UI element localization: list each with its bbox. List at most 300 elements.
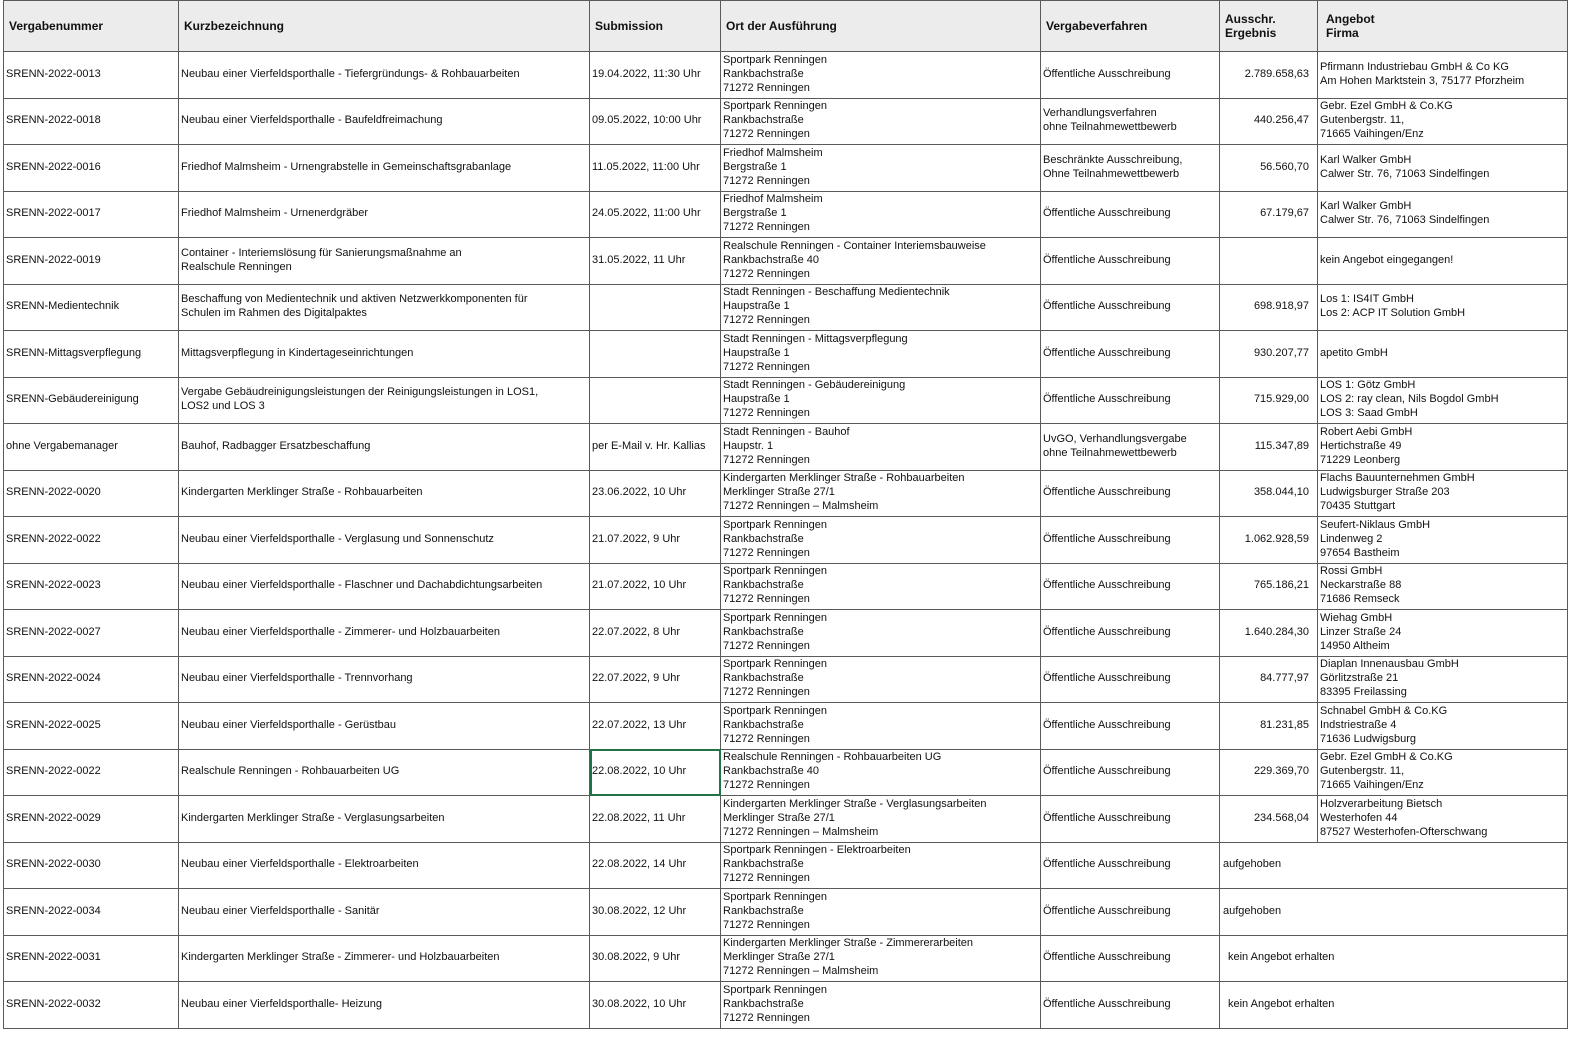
- cell-value: 67.179,67: [1260, 207, 1309, 220]
- cell-line: Neubau einer Vierfeldsporthalle - Verglasung und Sonnenschutz: [181, 532, 494, 545]
- cell-verf[interactable]: [1041, 563, 1220, 610]
- cell-kurz[interactable]: [179, 563, 590, 610]
- cell-line: Kindergarten Merklinger Straße - Zimmererarbeiten: [723, 937, 974, 950]
- cell-verf[interactable]: [1041, 470, 1220, 517]
- cell-kurz[interactable]: [179, 889, 590, 936]
- table-row: [4, 191, 1568, 238]
- cell-nr[interactable]: [4, 145, 179, 192]
- cell-value: 715.929,00: [1253, 393, 1309, 406]
- cell-line: Kindergarten Merklinger Straße - Verglasungsarbeiten: [723, 797, 987, 810]
- cell-line: Neubau einer Vierfeldsporthalle- Heizung: [181, 997, 382, 1010]
- cell-line: Rankbachstraße: [723, 997, 804, 1010]
- cell-erg[interactable]: [1220, 145, 1318, 192]
- cell-line: Sportpark Renningen - Elektroarbeiten: [723, 844, 911, 857]
- cell-line: Öffentliche Ausschreibung: [1043, 532, 1171, 545]
- cell-line: Beschränkte Ausschreibung,: [1043, 153, 1183, 166]
- cell-erg[interactable]: [1220, 331, 1318, 378]
- cell-sub[interactable]: [590, 470, 721, 517]
- cell-sub[interactable]: [590, 982, 721, 1029]
- cell-erg[interactable]: [1220, 424, 1318, 471]
- cell-firma[interactable]: [1318, 656, 1568, 703]
- cell-sub[interactable]: [590, 238, 721, 285]
- cell-verf[interactable]: [1041, 331, 1220, 378]
- cell-ort[interactable]: [721, 52, 1041, 99]
- cell-line: Gebr. Ezel GmbH & Co.KG: [1320, 751, 1453, 764]
- table-row: [4, 563, 1568, 610]
- cell-kurz[interactable]: [179, 284, 590, 331]
- cell-kurz[interactable]: [179, 749, 590, 796]
- cell-line: Öffentliche Ausschreibung: [1043, 951, 1171, 964]
- cell-line: 87527 Westerhofen-Ofterschwang: [1320, 825, 1488, 838]
- header-label: Vergabenummer: [9, 19, 104, 33]
- cell-nr[interactable]: [4, 796, 179, 843]
- cell-sub[interactable]: [590, 842, 721, 889]
- cell-line: Neubau einer Vierfeldsporthalle - Sanitär: [181, 904, 380, 917]
- cell-sub[interactable]: [590, 284, 721, 331]
- cell-line: 71229 Leonberg: [1320, 453, 1401, 466]
- cell-value: SRENN-2022-0020: [6, 486, 101, 499]
- cell-erg[interactable]: [1220, 982, 1568, 1029]
- cell-line: 71272 Renningen: [723, 546, 810, 559]
- cell-firma[interactable]: [1318, 238, 1568, 285]
- cell-erg[interactable]: [1220, 935, 1568, 982]
- header-label: Firma: [1326, 26, 1359, 40]
- cell-verf[interactable]: [1041, 377, 1220, 424]
- cell-line: Friedhof Malmsheim: [723, 193, 823, 206]
- cell-erg[interactable]: [1220, 98, 1318, 145]
- cell-line: Mittagsverpflegung in Kindertageseinrichtungen: [181, 346, 414, 359]
- cell-line: 71272 Renningen: [723, 918, 810, 931]
- cell-sub[interactable]: [590, 563, 721, 610]
- cell-value: SRENN-2022-0016: [6, 160, 101, 173]
- cell-ort[interactable]: [721, 470, 1041, 517]
- cell-value: SRENN-Mittagsverpflegung: [6, 346, 142, 359]
- cell-kurz[interactable]: [179, 656, 590, 703]
- cell-sub[interactable]: [590, 424, 721, 471]
- cell-ort[interactable]: [721, 238, 1041, 285]
- cell-line: Los 2: ACP IT Solution GmbH: [1320, 307, 1466, 320]
- table-row: [4, 145, 1568, 192]
- cell-nr[interactable]: [4, 284, 179, 331]
- cell-value: 234.568,04: [1253, 811, 1309, 824]
- cell-kurz[interactable]: [179, 703, 590, 750]
- cell-line: 71272 Renningen: [723, 686, 810, 699]
- cell-kurz[interactable]: [179, 331, 590, 378]
- table-row: [4, 982, 1568, 1029]
- cell-firma[interactable]: [1318, 191, 1568, 238]
- cell-line: Öffentliche Ausschreibung: [1043, 67, 1171, 80]
- cell-verf[interactable]: [1041, 145, 1220, 192]
- cell-line: Sportpark Renningen: [723, 518, 827, 531]
- cell-verf[interactable]: [1041, 703, 1220, 750]
- cell-nr[interactable]: [4, 98, 179, 145]
- cell-line: Linzer Straße 24: [1320, 625, 1402, 638]
- cell-line: Am Hohen Marktstein 3, 75177 Pforzheim: [1320, 74, 1525, 87]
- cell-value: 930.207,77: [1253, 346, 1309, 359]
- cell-line: 71272 Renningen: [723, 779, 810, 792]
- cell-line: 71272 Renningen – Malmsheim: [723, 965, 879, 978]
- cell-erg[interactable]: [1220, 610, 1318, 657]
- cell-firma[interactable]: [1318, 98, 1568, 145]
- cell-nr[interactable]: [4, 377, 179, 424]
- cell-value: 31.05.2022, 11 Uhr: [592, 253, 686, 266]
- cell-ort[interactable]: [721, 563, 1041, 610]
- cell-nr[interactable]: [4, 517, 179, 564]
- column-header-submission[interactable]: [590, 1, 721, 52]
- cell-ort[interactable]: [721, 749, 1041, 796]
- cell-nr[interactable]: [4, 935, 179, 982]
- cell-kurz[interactable]: [179, 517, 590, 564]
- cell-value: ohne Vergabemanager: [6, 439, 118, 452]
- cell-nr[interactable]: [4, 563, 179, 610]
- cell-ort[interactable]: [721, 982, 1041, 1029]
- cell-nr[interactable]: [4, 470, 179, 517]
- cell-firma[interactable]: [1318, 470, 1568, 517]
- cell-value: SRENN-2022-0022: [6, 765, 101, 778]
- cell-ort[interactable]: [721, 842, 1041, 889]
- table-row: [4, 935, 1568, 982]
- cell-sub[interactable]: [590, 656, 721, 703]
- cell-value: 358.044,10: [1253, 486, 1309, 499]
- cell-kurz[interactable]: [179, 610, 590, 657]
- cell-sub[interactable]: [590, 796, 721, 843]
- cell-line: Öffentliche Ausschreibung: [1043, 207, 1171, 220]
- cell-erg[interactable]: [1220, 377, 1318, 424]
- cell-sub[interactable]: [590, 52, 721, 99]
- cell-line: Kindergarten Merklinger Straße - Rohbauarbeiten: [181, 486, 423, 499]
- cell-line: 71272 Renningen: [723, 453, 810, 466]
- cell-verf[interactable]: [1041, 424, 1220, 471]
- cell-line: Neubau einer Vierfeldsporthalle - Baufeldfreimachung: [181, 114, 443, 127]
- cell-erg[interactable]: [1220, 470, 1318, 517]
- cell-verf[interactable]: [1041, 517, 1220, 564]
- cell-value: 229.369,70: [1253, 765, 1309, 778]
- column-header-ergebnis[interactable]: [1220, 1, 1318, 52]
- cell-erg[interactable]: [1220, 796, 1318, 843]
- cell-line: Rankbachstraße: [723, 904, 804, 917]
- cell-ort[interactable]: [721, 145, 1041, 192]
- cell-line: Rossi GmbH: [1320, 565, 1383, 578]
- cell-line: Öffentliche Ausschreibung: [1043, 253, 1171, 266]
- cell-line: 71272 Renningen: [723, 639, 810, 652]
- cell-value: 22.07.2022, 9 Uhr: [592, 672, 681, 685]
- table-body: [4, 52, 1568, 1029]
- cell-line: Haupstr. 1: [723, 439, 774, 452]
- cell-line: 71636 Ludwigsburg: [1320, 732, 1417, 745]
- cell-sub[interactable]: [590, 377, 721, 424]
- cell-kurz[interactable]: [179, 470, 590, 517]
- cell-line: Öffentliche Ausschreibung: [1043, 393, 1171, 406]
- cell-line: Bauhof, Radbagger Ersatzbeschaffung: [181, 439, 371, 452]
- cell-firma[interactable]: [1318, 563, 1568, 610]
- cell-sub[interactable]: [590, 98, 721, 145]
- cell-verf[interactable]: [1041, 889, 1220, 936]
- cell-line: Öffentliche Ausschreibung: [1043, 811, 1171, 824]
- cell-ort[interactable]: [721, 331, 1041, 378]
- table-row: [4, 517, 1568, 564]
- cell-value: 440.256,47: [1253, 114, 1309, 127]
- cell-sub[interactable]: [590, 889, 721, 936]
- cell-nr[interactable]: [4, 238, 179, 285]
- table-row: [4, 331, 1568, 378]
- cell-value: 21.07.2022, 10 Uhr: [592, 579, 687, 592]
- cell-kurz[interactable]: [179, 52, 590, 99]
- cell-nr[interactable]: [4, 842, 179, 889]
- cell-ort[interactable]: [721, 935, 1041, 982]
- cell-ort[interactable]: [721, 889, 1041, 936]
- cell-line: Neubau einer Vierfeldsporthalle - Trennvorhang: [181, 672, 413, 685]
- cell-nr[interactable]: [4, 749, 179, 796]
- cell-erg[interactable]: [1220, 517, 1318, 564]
- column-header-kurzbezeichnung[interactable]: [179, 1, 590, 52]
- cell-value: 22.07.2022, 13 Uhr: [592, 718, 687, 731]
- cell-nr[interactable]: [4, 331, 179, 378]
- cell-nr[interactable]: [4, 703, 179, 750]
- table-row: [4, 470, 1568, 517]
- cell-firma[interactable]: [1318, 331, 1568, 378]
- cell-line: Rankbachstraße: [723, 579, 804, 592]
- cell-line: Friedhof Malmsheim: [723, 146, 823, 159]
- cell-line: Hertichstraße 49: [1320, 439, 1402, 452]
- cell-line: Rankbachstraße 40: [723, 253, 819, 266]
- cell-erg[interactable]: [1220, 842, 1568, 889]
- column-header-ort[interactable]: [721, 1, 1041, 52]
- cell-line: Karl Walker GmbH: [1320, 200, 1412, 213]
- cell-line: Vergabe Gebäudreinigungsleistungen der Reinigungsleistungen in LOS1,: [181, 386, 539, 399]
- cell-line: Ludwigsburger Straße 203: [1320, 486, 1450, 499]
- cell-ort[interactable]: [721, 377, 1041, 424]
- cell-erg[interactable]: [1220, 749, 1318, 796]
- cell-verf[interactable]: [1041, 656, 1220, 703]
- cell-verf[interactable]: [1041, 284, 1220, 331]
- cell-firma[interactable]: [1318, 610, 1568, 657]
- cell-line: Container - Interiemslösung für Sanierungsmaßnahme an: [181, 246, 462, 259]
- header-label: Ort der Ausführung: [726, 19, 837, 33]
- cell-line: Rankbachstraße: [723, 625, 804, 638]
- cell-kurz[interactable]: [179, 145, 590, 192]
- cell-line: Westerhofen 44: [1320, 811, 1398, 824]
- column-header-firma[interactable]: [1318, 1, 1568, 52]
- cell-line: Neubau einer Vierfeldsporthalle - Flaschner und Dachabdichtungsarbeiten: [181, 579, 543, 592]
- cell-value: 1.640.284,30: [1244, 625, 1309, 638]
- cell-value: 23.06.2022, 10 Uhr: [592, 486, 687, 499]
- cell-line: Sportpark Renningen: [723, 983, 827, 996]
- cell-sub[interactable]: [590, 935, 721, 982]
- cell-line: Wiehag GmbH: [1320, 611, 1393, 624]
- cell-line: Öffentliche Ausschreibung: [1043, 486, 1171, 499]
- cell-sub[interactable]: [590, 610, 721, 657]
- cell-nr[interactable]: [4, 424, 179, 471]
- cell-line: Los 1: IS4IT GmbH: [1320, 293, 1414, 306]
- cell-ort[interactable]: [721, 191, 1041, 238]
- cell-kurz[interactable]: [179, 982, 590, 1029]
- cell-nr[interactable]: [4, 610, 179, 657]
- cell-firma[interactable]: [1318, 52, 1568, 99]
- table-header: [4, 1, 1568, 52]
- cell-line: Realschule Renningen - Rohbauarbeiten UG: [723, 751, 942, 764]
- cell-line: 71272 Renningen: [723, 593, 810, 606]
- cell-line: ohne Teilnahmewettbewerb: [1043, 446, 1177, 459]
- cell-erg[interactable]: [1220, 703, 1318, 750]
- cell-sub[interactable]: [590, 191, 721, 238]
- cell-sub[interactable]: [590, 517, 721, 564]
- cell-nr[interactable]: [4, 656, 179, 703]
- header-label: Submission: [595, 19, 664, 33]
- cell-line: 71272 Renningen: [723, 407, 810, 420]
- cell-ort[interactable]: [721, 424, 1041, 471]
- cell-firma[interactable]: [1318, 377, 1568, 424]
- cell-value: 21.07.2022, 9 Uhr: [592, 532, 681, 545]
- cell-nr[interactable]: [4, 982, 179, 1029]
- cell-kurz[interactable]: [179, 842, 590, 889]
- cell-firma[interactable]: [1318, 749, 1568, 796]
- cell-line: 71272 Renningen – Malmsheim: [723, 500, 879, 513]
- cell-line: 71272 Renningen: [723, 732, 810, 745]
- cell-line: Rankbachstraße: [723, 858, 804, 871]
- cell-firma[interactable]: [1318, 424, 1568, 471]
- cell-verf[interactable]: [1041, 842, 1220, 889]
- cell-verf[interactable]: [1041, 610, 1220, 657]
- cell-erg[interactable]: [1220, 284, 1318, 331]
- cell-line: Rankbachstraße: [723, 672, 804, 685]
- cell-line: Kindergarten Merklinger Straße - Zimmerer- und Holzbauarbeiten: [181, 951, 500, 964]
- cell-value: 84.777,97: [1260, 672, 1309, 685]
- cell-verf[interactable]: [1041, 238, 1220, 285]
- cell-value: 2.789.658,63: [1244, 67, 1309, 80]
- cell-kurz[interactable]: [179, 191, 590, 238]
- cell-kurz[interactable]: [179, 424, 590, 471]
- cell-value: aufgehoben: [1223, 858, 1282, 871]
- cell-verf[interactable]: [1041, 796, 1220, 843]
- cell-line: Holzverarbeitung Bietsch: [1320, 797, 1443, 810]
- cell-line: Calwer Str. 76, 71063 Sindelfingen: [1320, 214, 1490, 227]
- cell-line: Merklinger Straße 27/1: [723, 811, 835, 824]
- header-label: Ergebnis: [1225, 26, 1277, 40]
- cell-value: 30.08.2022, 10 Uhr: [592, 997, 687, 1010]
- cell-value: 765.186,21: [1253, 579, 1309, 592]
- cell-line: Stadt Renningen - Bauhof: [723, 425, 850, 438]
- cell-line: Bergstraße 1: [723, 160, 787, 173]
- cell-verf[interactable]: [1041, 191, 1220, 238]
- cell-erg[interactable]: [1220, 656, 1318, 703]
- cell-kurz[interactable]: [179, 98, 590, 145]
- cell-line: Görlitzstraße 21: [1320, 672, 1399, 685]
- cell-value: per E-Mail v. Hr. Kallias: [592, 439, 706, 452]
- cell-nr[interactable]: [4, 191, 179, 238]
- cell-erg[interactable]: [1220, 238, 1318, 285]
- cell-line: Calwer Str. 76, 71063 Sindelfingen: [1320, 167, 1490, 180]
- cell-ort[interactable]: [721, 656, 1041, 703]
- cell-verf[interactable]: [1041, 749, 1220, 796]
- cell-line: Merklinger Straße 27/1: [723, 951, 835, 964]
- cell-kurz[interactable]: [179, 377, 590, 424]
- cell-erg[interactable]: [1220, 52, 1318, 99]
- cell-erg[interactable]: [1220, 889, 1568, 936]
- cell-value: SRENN-2022-0029: [6, 811, 101, 824]
- cell-firma[interactable]: [1318, 145, 1568, 192]
- cell-ort[interactable]: [721, 796, 1041, 843]
- cell-sub[interactable]: [590, 749, 721, 796]
- cell-ort[interactable]: [721, 517, 1041, 564]
- cell-kurz[interactable]: [179, 796, 590, 843]
- cell-line: Stadt Renningen - Mittagsverpflegung: [723, 332, 908, 345]
- cell-ort[interactable]: [721, 98, 1041, 145]
- cell-line: Öffentliche Ausschreibung: [1043, 579, 1171, 592]
- cell-sub[interactable]: [590, 703, 721, 750]
- cell-ort[interactable]: [721, 703, 1041, 750]
- cell-line: Bergstraße 1: [723, 207, 787, 220]
- cell-line: Karl Walker GmbH: [1320, 153, 1412, 166]
- cell-firma[interactable]: [1318, 284, 1568, 331]
- cell-line: Friedhof Malmsheim - Urnenerdgräber: [181, 207, 369, 220]
- cell-line: Friedhof Malmsheim - Urnengrabstelle in Gemeinschaftsgrabanlage: [181, 160, 512, 173]
- cell-line: Öffentliche Ausschreibung: [1043, 625, 1171, 638]
- cell-line: 97654 Bastheim: [1320, 546, 1400, 559]
- cell-line: Seufert-Niklaus GmbH: [1320, 518, 1431, 531]
- cell-sub[interactable]: [590, 145, 721, 192]
- cell-line: 71272 Renningen – Malmsheim: [723, 825, 879, 838]
- cell-nr[interactable]: [4, 889, 179, 936]
- cell-value: 24.05.2022, 11:00 Uhr: [592, 207, 701, 220]
- cell-line: 83395 Freilassing: [1320, 686, 1407, 699]
- cell-firma[interactable]: [1318, 796, 1568, 843]
- cell-sub[interactable]: [590, 331, 721, 378]
- cell-line: Öffentliche Ausschreibung: [1043, 346, 1171, 359]
- header-row: [4, 1, 1568, 52]
- cell-line: ohne Teilnahmewettbewerb: [1043, 121, 1177, 134]
- cell-line: kein Angebot eingegangen!: [1320, 253, 1454, 266]
- cell-kurz[interactable]: [179, 935, 590, 982]
- cell-firma[interactable]: [1318, 517, 1568, 564]
- cell-line: Rankbachstraße: [723, 718, 804, 731]
- cell-ort[interactable]: [721, 610, 1041, 657]
- cell-line: 14950 Altheim: [1320, 639, 1390, 652]
- cell-nr[interactable]: [4, 52, 179, 99]
- cell-line: 70435 Stuttgart: [1320, 500, 1396, 513]
- cell-verf[interactable]: [1041, 52, 1220, 99]
- cell-value: 22.08.2022, 14 Uhr: [592, 858, 687, 871]
- cell-line: 71272 Renningen: [723, 872, 810, 885]
- cell-erg[interactable]: [1220, 191, 1318, 238]
- cell-line: Lindenweg 2: [1320, 532, 1383, 545]
- cell-erg[interactable]: [1220, 563, 1318, 610]
- table-row: [4, 842, 1568, 889]
- cell-value: 22.07.2022, 8 Uhr: [592, 625, 681, 638]
- cell-value: 115.347,89: [1254, 439, 1309, 452]
- cell-verf[interactable]: [1041, 982, 1220, 1029]
- cell-value: SRENN-2022-0024: [6, 672, 101, 685]
- table-row: [4, 52, 1568, 99]
- table-row: [4, 749, 1568, 796]
- cell-line: 71665 Vaihingen/Enz: [1320, 128, 1424, 141]
- cell-verf[interactable]: [1041, 935, 1220, 982]
- column-header-vergabenummer[interactable]: [4, 1, 179, 52]
- cell-verf[interactable]: [1041, 98, 1220, 145]
- cell-line: Kindergarten Merklinger Straße - Rohbauarbeiten: [723, 472, 965, 485]
- cell-firma[interactable]: [1318, 703, 1568, 750]
- cell-value: SRENN-2022-0034: [6, 904, 101, 917]
- cell-line: Sportpark Renningen: [723, 611, 827, 624]
- table-row: [4, 610, 1568, 657]
- cell-line: 71272 Renningen: [723, 128, 810, 141]
- cell-ort[interactable]: [721, 284, 1041, 331]
- column-header-verfahren[interactable]: [1041, 1, 1220, 52]
- cell-line: Verhandlungsverfahren: [1043, 107, 1157, 120]
- cell-kurz[interactable]: [179, 238, 590, 285]
- cell-line: Neubau einer Vierfeldsporthalle - Zimmerer- und Holzbauarbeiten: [181, 625, 500, 638]
- table-row: [4, 98, 1568, 145]
- cell-line: LOS 1: Götz GmbH: [1320, 379, 1416, 392]
